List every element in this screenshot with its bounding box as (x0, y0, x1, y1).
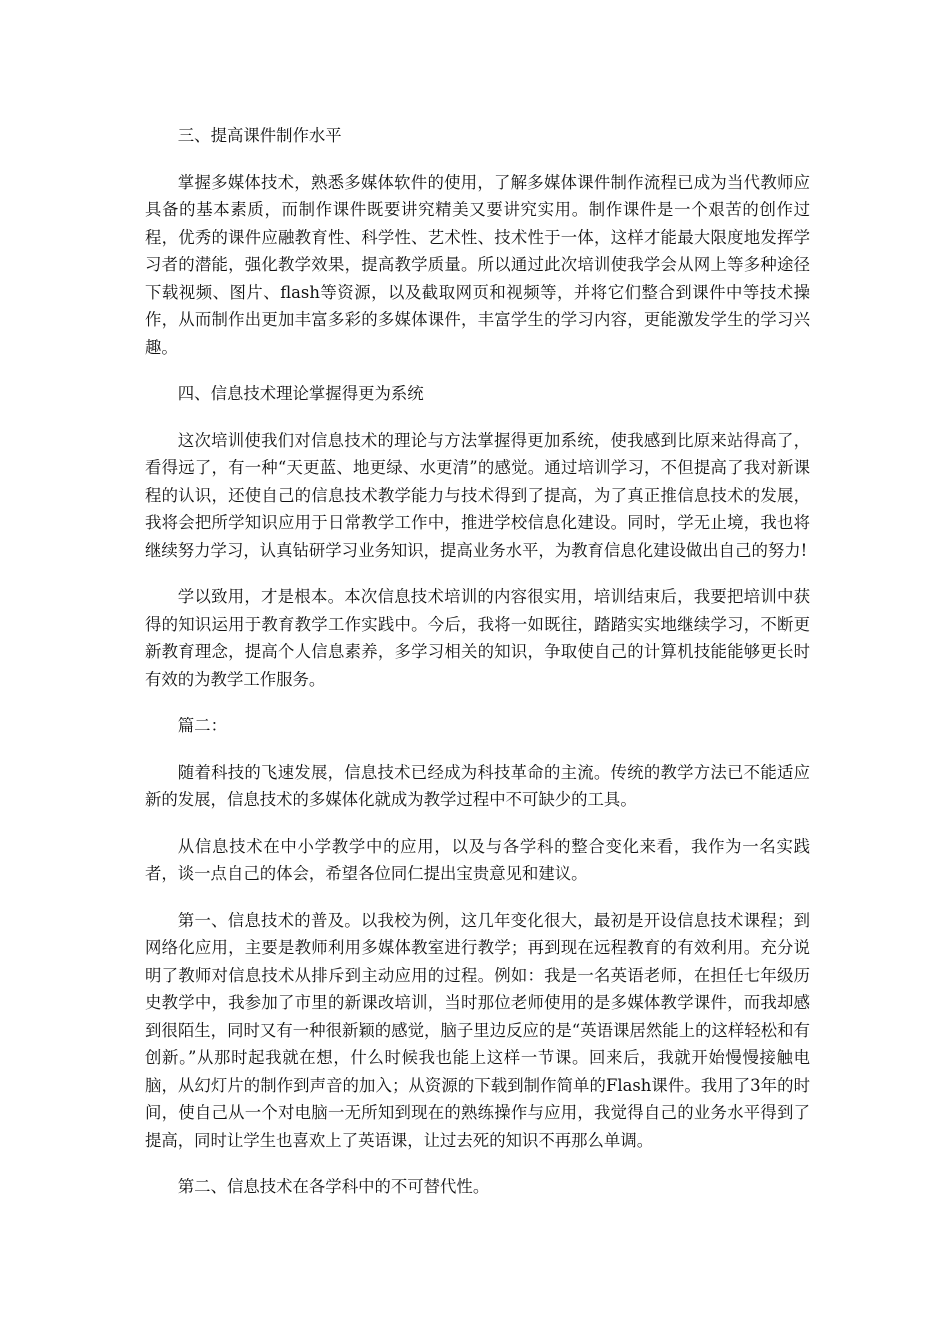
section-heading-4: 四、信息技术理论掌握得更为系统 (177, 384, 424, 403)
section-heading-3: 三、提高课件制作水平 (177, 126, 342, 145)
paragraph: 掌握多媒体技术，熟悉多媒体软件的使用，了解多媒体课件制作流程已成为当代教师应具备的基本素质，而制作课件既要讲究精美又要讲究实用。制作课件是一个艰苦的创作过程，优秀的课件应融教育性、科学性、艺术性、技术性于一体，这样才能最大限度地发挥学习者的潜能，强化教学效果，提高教学质量。所以通过此次培训使我学会从网上等多种途径下载视频、图片、flash等资源，以及截取网页和视频等，并将它们整合到课件中等技术操作，从而制作出更加丰富多彩的多媒体课件，丰富学生的学习内容，更能激发学生的学习兴趣。 (145, 172, 810, 357)
part-heading: 篇二： (177, 716, 227, 735)
paragraph: 第一、信息技术的普及。以我校为例，这几年变化很大，最初是开设信息技术课程；到网络化应用，主要是教师利用多媒体教室进行教学；再到现在远程教育的有效利用。充分说明了教师对信息技术从排斥到主动应用的过程。例如：我是一名英语老师，在担任七年级历史教学中，我参加了市里的新课改培训，当时那位老师使用的是多媒体教学课件，而我却感到很陌生，同时又有一种很新颖的感觉，脑子里边反应的是“英语课居然能上的这样轻松和有创新。”从那时起我就在想，什么时候我也能上这样一节课。回来后，我就开始慢慢接触电脑，从幻灯片的制作到声音的加入；从资源的下载到制作简单的Flash课件。我用了3年的时间，使自己从一个对电脑一无所知到现在的熟练操作与应用，我觉得自己的业务水平得到了提高，同时让学生也喜欢上了英语课，让过去死的知识不再那么单调。 (145, 910, 810, 1150)
document-page (145, 122, 810, 1220)
paragraph: 这次培训使我们对信息技术的理论与方法掌握得更加系统，使我感到比原来站得高了，看得远了，有一种“天更蓝、地更绿、水更清”的感觉。通过培训学习，不但提高了我对新课程的认识，还使自己的信息技术教学能力与技术得到了提高，为了真正推信息技术的发展，我将会把所学知识应用于日常教学工作中，推进学校信息化建设。同时，学无止境，我也将继续努力学习，认真钻研学习业务知识，提高业务水平，为教育信息化建设做出自己的努力! (145, 430, 810, 560)
paragraph: 第二、信息技术在各学科中的不可替代性。 (177, 1177, 490, 1196)
paragraph: 随着科技的飞速发展，信息技术已经成为科技革命的主流。传统的教学方法已不能适应新的发展，信息技术的多媒体化就成为教学过程中不可缺少的工具。 (145, 762, 810, 809)
paragraph: 从信息技术在中小学教学中的应用，以及与各学科的整合变化来看，我作为一名实践者，谈一点自己的体会，希望各位同仁提出宝贵意见和建议。 (145, 836, 810, 883)
paragraph: 学以致用，才是根本。本次信息技术培训的内容很实用，培训结束后，我要把培训中获得的知识运用于教育教学工作实践中。今后，我将一如既往，踏踏实实地继续学习，不断更新教育理念，提高个人信息素养，多学习相关的知识，争取使自己的计算机技能能够更长时有效的为教学工作服务。 (145, 587, 810, 689)
